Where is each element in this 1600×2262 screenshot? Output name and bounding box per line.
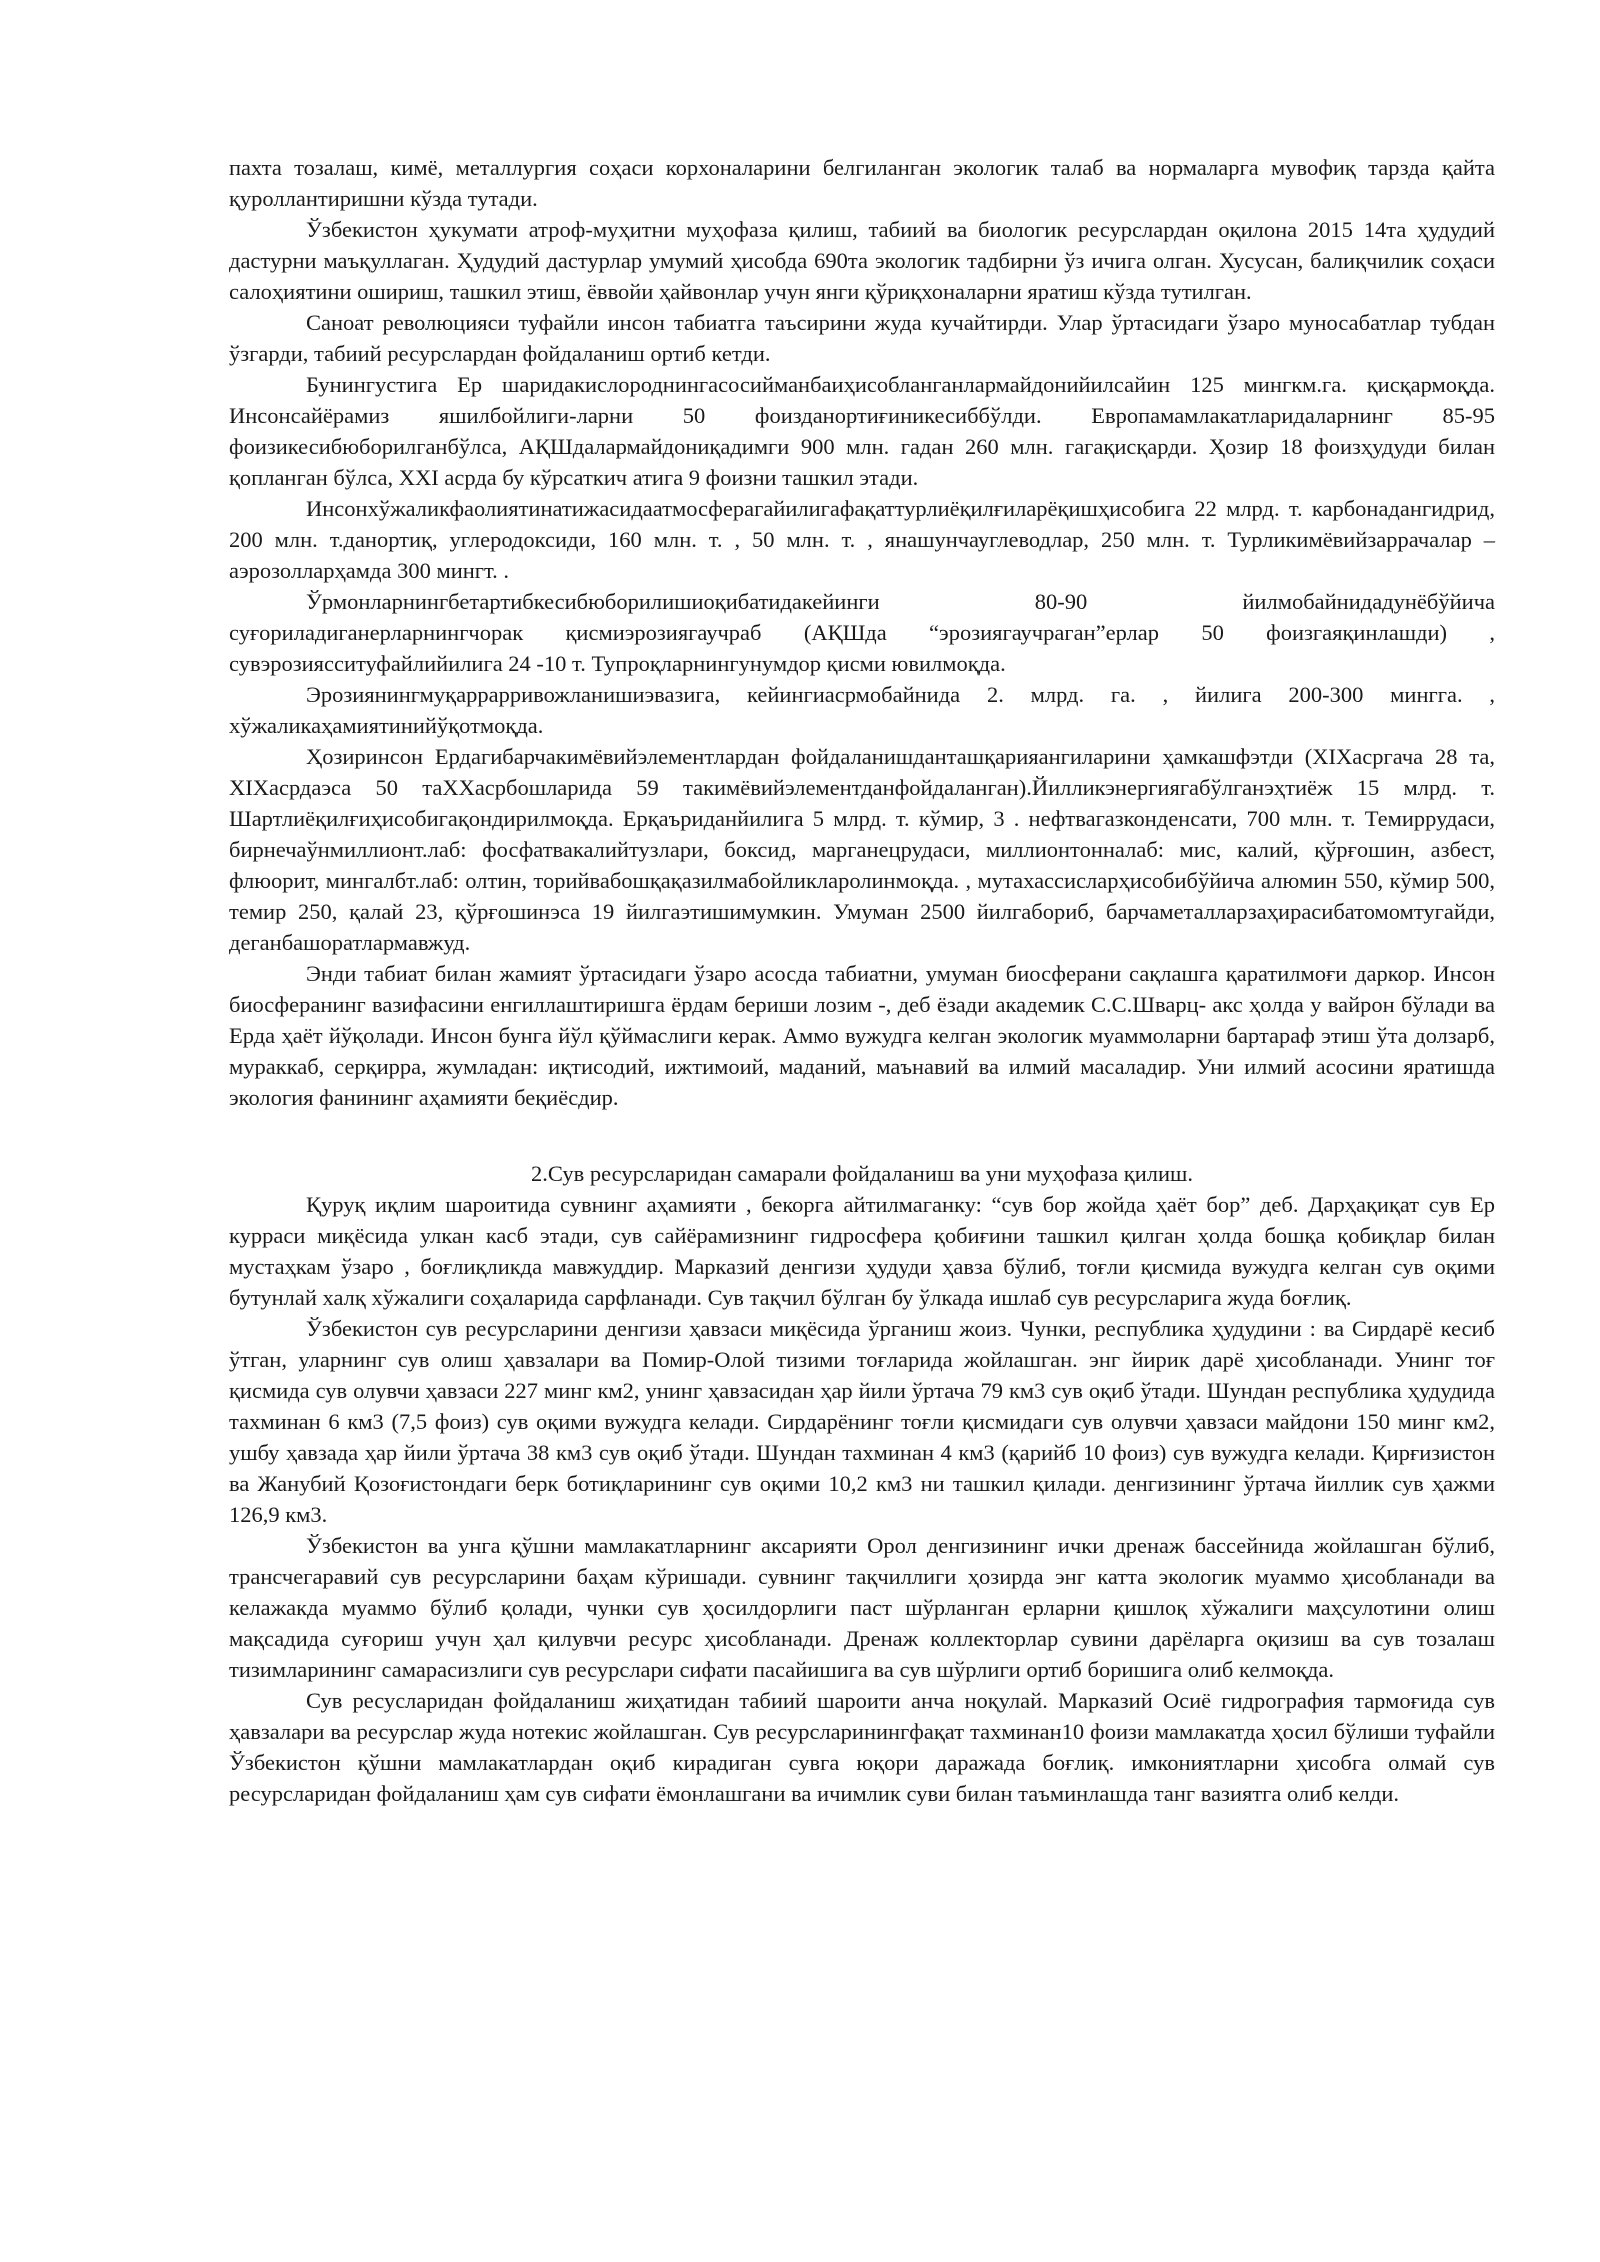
- paragraph-7: Эрозиянингмуқаррарривожланишиэвазига, кейингиасрмобайнида 2. млрд. га. , йилига 200-300 мингга. , хўжаликаҳамиятинийўқотмоқда.: [229, 682, 1495, 738]
- paragraph-13: Сув ресусларидан фойдаланиш жиҳатидан табиий шароити анча ноқулай. Марказий Осиё гидрография тармоғида сув ҳавзалари ва ресурслар жуда нотекис жойлашган. Сув ресурсларинингфақат тахминан10 фоизи мамлакатда ҳосил бўлиши туфайли Ўзбекистон қўшни мамлакатлардан оқиб кирадиган сувга юқори даражада боғлиқ. имкониятларни ҳисобга олмай сув ресурсларидан фойдаланиш ҳам сув сифати ёмонлашгани ва ичимлик суви билан таъминлашда танг вазиятга олиб келди.: [229, 1688, 1495, 1806]
- paragraph-2: Ўзбекистон ҳукумати атроф-муҳитни муҳофаза қилиш, табиий ва биологик ресурслардан оқилона 2015 14та ҳудудий дастурни маъқуллаган. Ҳудудий дастурлар умумий ҳисобда 690та экологик тадбирни ўз ичига олган. Хусусан, балиқчилик соҳаси салоҳиятини ошириш, ташкил этиш, ёввойи ҳайвонлар учун янги қўриқхоналарни яратиш кўзда тутилган.: [229, 217, 1495, 304]
- paragraph-11: Ўзбекистон сув ресурсларини денгизи ҳавзаси миқёсида ўрганиш жоиз. Чунки, республика ҳудудини : ва Сирдарё кесиб ўтган, уларнинг сув олиш ҳавзалари ва Помир-Олой тизими тоғларида жойлашган. энг йирик дарё ҳисобланади. Унинг тоғ қисмида сув олувчи ҳавзаси 227 минг км2, унинг ҳавзасидан ҳар йили ўртача 79 км3 сув оқиб ўтади. Шундан республика ҳудудида тахминан 6 км3 (7,5 фоиз) сув оқими вужудга келади. Сирдарёнинг тоғли қисмидаги сув олувчи ҳавзаси майдони 150 минг км2, ушбу ҳавзада ҳар йили ўртача 38 км3 сув оқиб ўтади. Шундан тахминан 4 км3 (қарийб 10 фоиз) сув вужудга келади. Қирғизистон ва Жанубий Қозоғистондаги берк ботиқларининг сув оқими 10,2 км3 ни ташкил қилади. денгизининг ўртача йиллик сув ҳажми 126,9 км3.: [229, 1316, 1495, 1527]
- document-page: [229, 152, 1495, 1809]
- paragraph-8: Ҳозиринсон Ердагибарчакимёвийэлементлардан фойдаланишданташқарияангиларини ҳамкашфэтди (XIXасргача 28 та, XIXасрдаэса 50 таXXасрбошларида 59 такимёвийэлементданфойдаланган).Йилликэнергиягабўлганэҳтиёж 15 млрд. т. Шартлиёқилғиҳисобигақондирилмоқда. Ерқаъридaнйилига 5 млрд. т. кўмир, 3 . нефтвагазконденсати, 700 млн. т. Темиррудаси, бирнечаўнмиллионт.лаб: фосфатвакалийтузлари, боксид, марганецрудаси, миллионтонналаб: мис, калий, қўрғошин, азбест, флюорит, мингалбт.лаб: олтин, торийвабошқақазилмабойликларолинмоқда. , мутахассисларҳисобибўйича алюмин 550, кўмир 500, темир 250, қалай 23, қўрғошинэса 19 йилгаэтишимумкин. Умуман 2500 йилгабориб, барчаметалларзаҳирасибатомомтугайди, деганбашоратлармавжуд.: [229, 744, 1495, 955]
- paragraph-4: Бунингустига Ер шаридакислороднингасосийманбаиҳисобланганлармайдонийилсайин 125 мингкм.га. қисқармоқда. Инсонсайёрамиз яшилбойлиги-ларни 50 фоизданортиғиникесиббўлди. Европамамлакатларидаларнинг 85-95 фоизикесибюборилганбўлса, АҚШдалармайдониқадимги 900 млн. гадан 260 млн. гагақисқарди. Ҳозир 18 фоизҳудуди билан қопланган бўлса, XXI асрда бу кўрсаткич атига 9 фоизни ташкил этади.: [229, 372, 1495, 490]
- paragraph-3: Саноат революцияси туфайли инсон табиатга таъсирини жуда кучайтирди. Улар ўртасидаги ўзаро муносабатлар тубдан ўзгарди, табиий ресурслардан фойдаланиш ортиб кетди.: [229, 310, 1495, 366]
- section-heading: 2.Сув ресурсларидан самарали фойдаланиш ва уни муҳофаза қилиш.: [531, 1161, 1193, 1186]
- paragraph-6: Ўрмонларнингбетартибкесибюборилишиоқибатидакейинги 80-90 йилмобайнидадунёбўйича суғориладиганерларнингчорак қисмиэрозиягаучраб (АҚШда “эрозиягаучраган”ерлар 50 фоизгаяқинлашди) , сувэрозиясситуфайлийилига 24 -10 т. Тупроқларнингунумдор қисми ювилмоқда.: [229, 589, 1495, 676]
- paragraph-1: пахта тозалаш, кимё, металлургия соҳаси корхоналарини белгиланган экологик талаб ва нормаларга мувофиқ тарзда қайта қуроллантиришни кўзда тутади.: [229, 155, 1495, 211]
- paragraph-9: Энди табиат билан жамият ўртасидаги ўзаро асосда табиатни, умуман биосферани сақлашга қаратилмоғи даркор. Инсон биосферанинг вазифасини енгиллаштиришга ёрдам бериши лозим -, деб ёзади академик С.С.Шварц- акс ҳолда у вайрон бўлади ва Ерда ҳаёт йўқолади. Инсон бунга йўл қўймаслиги керак. Аммо вужудга келган экологик муаммоларни бартараф этиш ўта долзарб, мураккаб, серқирра, жумладан: иқтисодий, ижтимоий, маданий, маънавий ва илмий масаладир. Уни илмий асосини яратишда экология фанининг аҳамияти беқиёсдир.: [229, 961, 1495, 1110]
- paragraph-12: Ўзбекистон ва унга қўшни мамлакатларнинг аксарияти Орол денгизининг ички дренаж бассейнида жойлашган бўлиб, трансчегаравий сув ресурсларини баҳам кўришади. сувнинг тақчиллиги ҳозирда энг катта экологик муаммо ҳисобланади ва келажакда муаммо бўлиб қолади, чунки сув ҳосилдорлиги паст шўрланган ерларни қишлоқ хўжалиги маҳсулотини олиш мақсадида суғориш учун ҳал қилувчи ресурс ҳисобланади. Дренаж коллекторлар сувини дарёларга оқизиш ва сув тозалаш тизимларининг самарасизлиги сув ресурслари сифати пасайишига ва сув шўрлиги ортиб боришига олиб келмоқда.: [229, 1533, 1495, 1682]
- paragraph-5: Инсонхўжаликфаолиятинатижасидаатмосферагайилигафақаттурлиёқилғиларёқишҳисобига 22 млрд. т. карбонадангидрид, 200 млн. т.данортиқ, углеродоксиди, 160 млн. т. , 50 млн. т. , янашунчауглеводлар, 250 млн. т. Турликимёвийзаррачалар – аэрозолларҳамда 300 мингт. .: [229, 496, 1495, 583]
- paragraph-10: Қуруқ иқлим шароитида сувнинг аҳамияти , бекорга айтилмаганку: “сув бор жойда ҳаёт бор” деб. Дарҳақиқат сув Ер курраси миқёсида улкан касб этади, сув сайёрамизнинг гидросфера қобиғини ташкил қилган ҳолда бошқа қобиқлар билан мустаҳкам ўзаро , боғлиқликда мавжуддир. Марказий денгизи ҳудуди ҳавза бўлиб, тоғли қисмида вужудга келган сув оқими бутунлай халқ хўжалиги соҳаларида сарфланади. Сув тақчил бўлган бу ўлкада ишлаб сув ресурсларига жуда боғлиқ.: [229, 1192, 1495, 1310]
